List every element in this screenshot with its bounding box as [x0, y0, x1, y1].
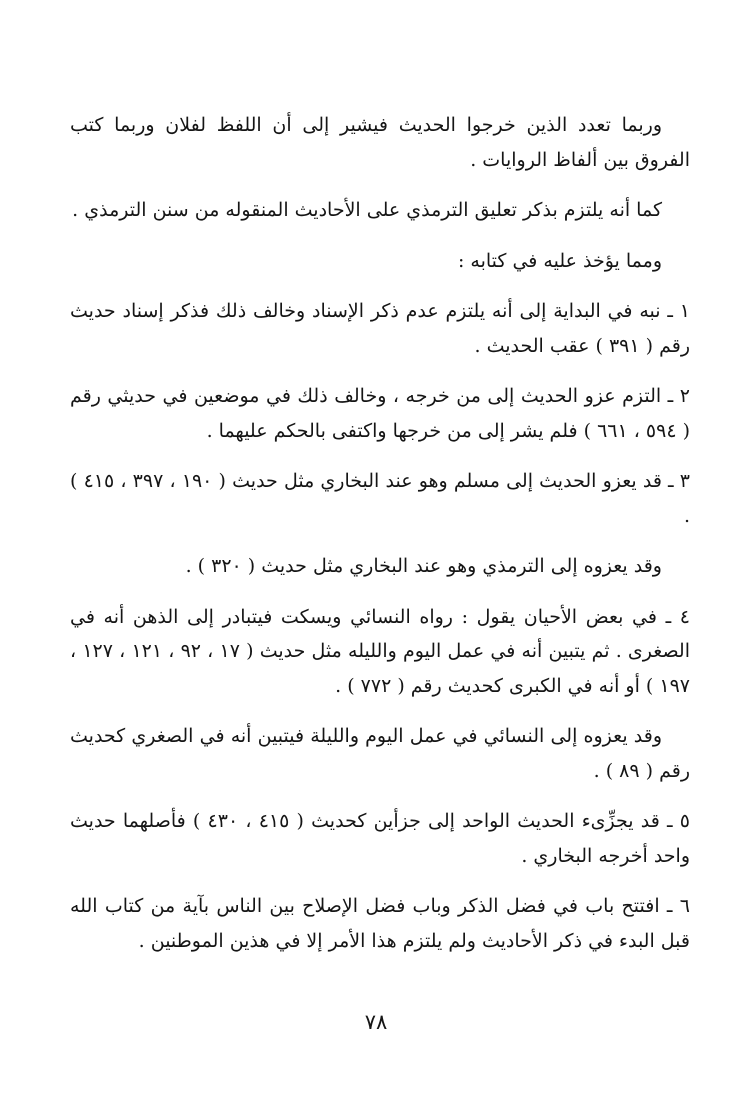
paragraph-tirmidhi-comment: كما أنه يلتزم بذكر تعليق الترمذي على الأحاديث المنقوله من سنن الترمذي .: [72, 199, 662, 221]
list-item-1: ١ ـ نبه في البداية إلى أنه يلتزم عدم ذكر الإسناد وخالف ذلك فذكر إسناد حديث رقم ( ٣٩١ ) عقب الحديث .: [70, 300, 690, 357]
list-item-4: ٤ ـ في بعض الأحيان يقول : رواه النسائي ويسكت فيتبادر إلى الذهن أنه في الصغرى . ثم يتبين أنه في عمل اليوم والليله مثل حديث ( ١٧ ، ٩٢ ، ١٢١ ، ١٢٧ ، ١٩٧ ) أو أنه في الكبرى كحديث رقم ( ٧٧٢ ) .: [70, 605, 690, 697]
list-item-4-continuation: وقد يعزوه إلى النسائي في عمل اليوم والليلة فيتبين أنه في الصغري كحديث رقم ( ٨٩ ) .: [70, 725, 690, 782]
list-item-6: ٦ ـ افتتح باب في فضل الذكر وباب فضل الإصلاح بين الناس بآية من كتاب الله قبل البدء في ذكر الأحاديث ولم يلتزم هذا الأمر إلا في هذين الموطنين .: [70, 895, 690, 952]
list-item-3: ٣ ـ قد يعزو الحديث إلى مسلم وهو عند البخاري مثل حديث ( ١٩٠ ، ٣٩٧ ، ٤١٥ ) .: [70, 470, 691, 527]
body-text: [70, 108, 690, 974]
list-item-5: ٥ ـ قد يجزِّىء الحديث الواحد إلى جزأين كحديث ( ٤١٥ ، ٤٣٠ ) فأصلهما حديث واحد أخرجه البخاري .: [70, 810, 690, 867]
list-item-3-continuation: وقد يعزوه إلى الترمذي وهو عند البخاري مثل حديث ( ٣٢٠ ) .: [185, 555, 662, 577]
list-item-2: ٢ ـ التزم عزو الحديث إلى من خرجه ، وخالف ذلك في موضعين في حديثي رقم ( ٥٩٤ ، ٦٦١ ) فلم يشر إلى من خرجها واكتفى بالحكم عليهما .: [70, 385, 690, 442]
paragraph-transmitters-note: وربما تعدد الذين خرجوا الحديث فيشير إلى أن اللفظ لفلان وربما كتب الفروق بين ألفاظ الروايات .: [70, 114, 690, 171]
paragraph-criticism-intro: ومما يؤخذ عليه في كتابه :: [457, 249, 662, 272]
page-number: ٧٨: [364, 1010, 388, 1034]
